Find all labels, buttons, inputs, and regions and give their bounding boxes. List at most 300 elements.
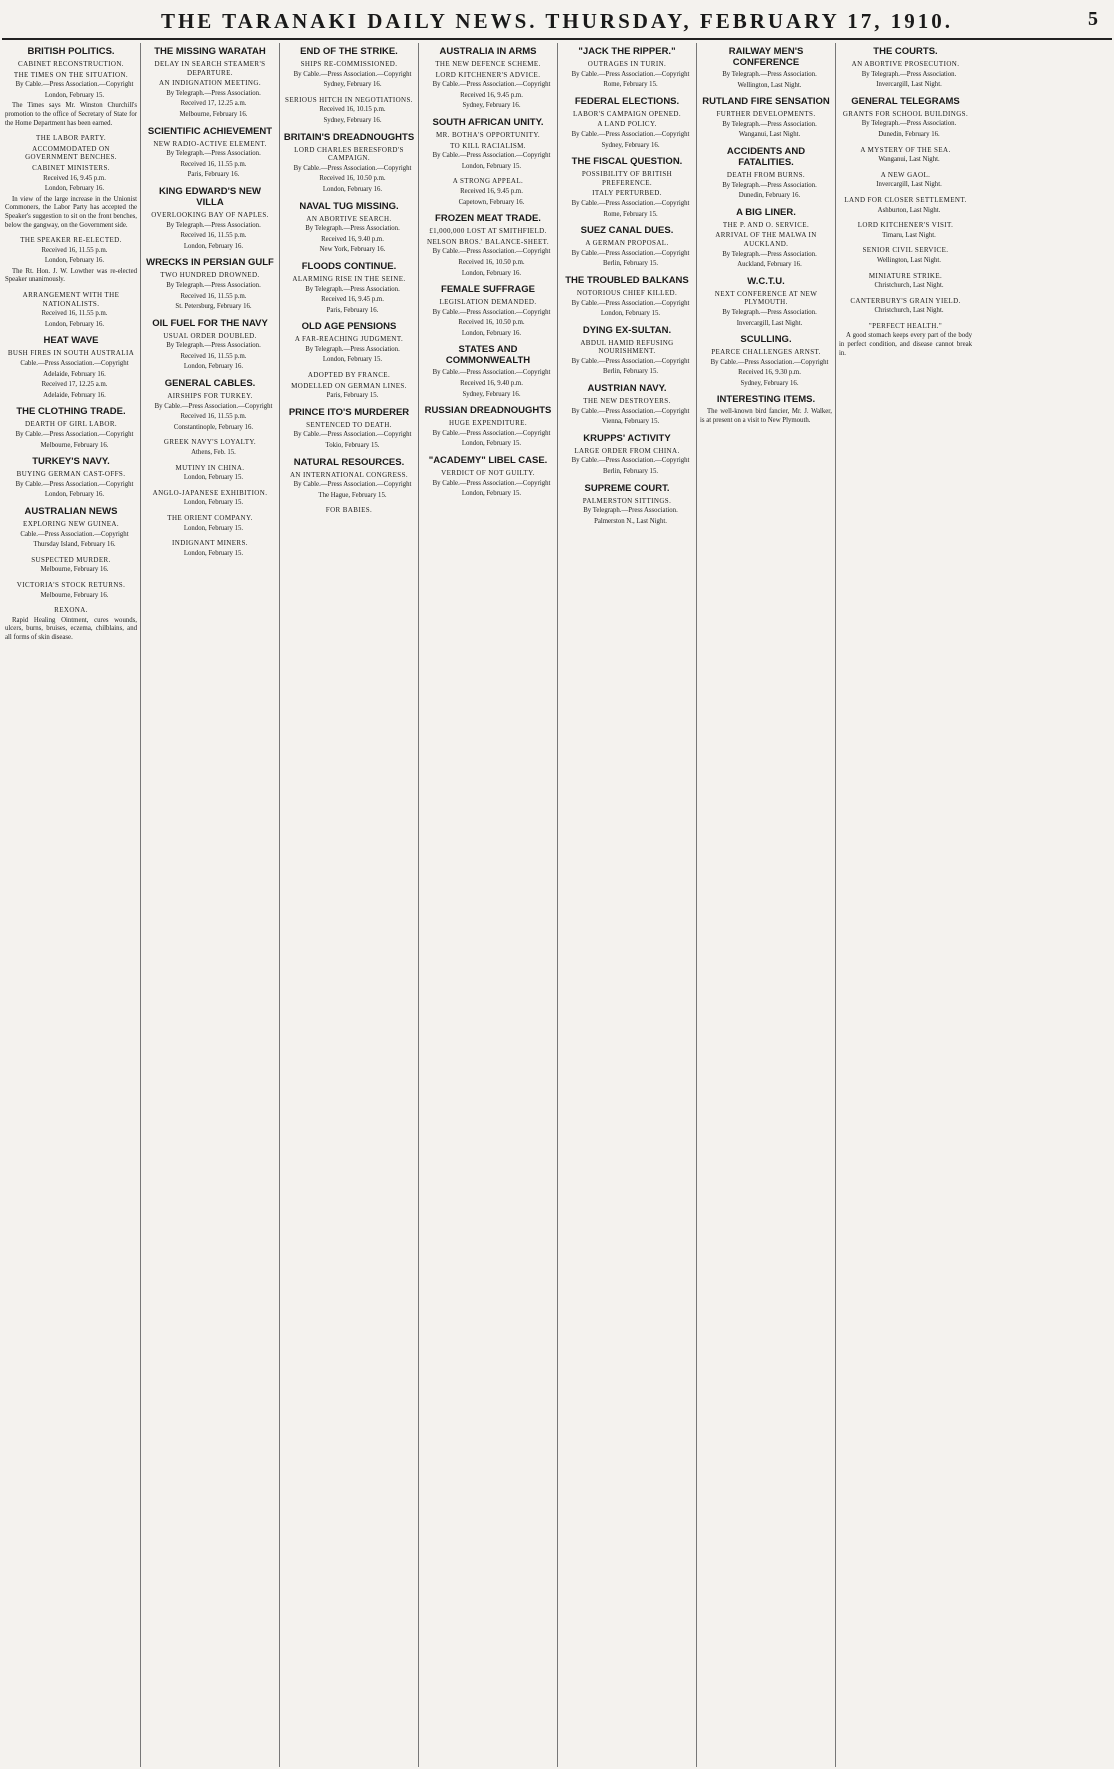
masthead-title: THE TARANAKI DAILY NEWS. THURSDAY, FEBRUARY 17, 1910. <box>160 8 954 33</box>
article <box>144 514 276 533</box>
article-headline: NATURAL RESOURCES. <box>293 456 405 468</box>
dateline: By Telegraph.—Press Association. <box>166 342 261 350</box>
dateline: By Telegraph.—Press Association. <box>861 120 957 128</box>
dateline: Wanganui, Last Night. <box>878 156 940 164</box>
dateline: Received 16, 10.15 p.m. <box>319 106 386 114</box>
dateline: Received 16, 9.40 p.m. <box>321 235 384 243</box>
dateline: Athens, Feb. 15. <box>191 449 236 457</box>
article-body <box>144 150 276 180</box>
column-3 <box>280 43 419 1767</box>
article <box>700 394 832 425</box>
article-subheadline: A MYSTERY OF THE SEA. <box>860 145 951 154</box>
article-body <box>700 121 832 140</box>
article <box>283 407 415 451</box>
article-body <box>422 369 554 399</box>
article-subheadline: PALMERSTON SITTINGS. <box>582 496 672 505</box>
article-headline: WRECKS IN PERSIAN GULF <box>146 257 274 269</box>
dateline: Dunedin, February 16. <box>878 130 940 138</box>
dateline: By Telegraph.—Press Association. <box>722 71 817 78</box>
article-headline: FLOODS CONTINUE. <box>301 260 397 272</box>
article-subheadline: THE ORIENT COMPANY. <box>167 514 253 522</box>
article-body <box>283 106 415 125</box>
column-2 <box>141 43 280 1767</box>
article-subheadline: SENTENCED TO DEATH. <box>306 420 392 429</box>
article <box>5 236 137 285</box>
article-headline: OIL FUEL FOR THE NAVY <box>152 317 268 329</box>
dateline: Sydney, February 16. <box>462 390 521 398</box>
article <box>561 46 693 90</box>
dateline: Paris, February 16. <box>187 171 240 179</box>
dateline: Received 16, 9.45 p.m. <box>460 187 523 195</box>
dateline: Wanganui, Last Night. <box>738 131 801 139</box>
dateline: Invercargill, Last Night. <box>876 81 942 89</box>
article-subheadline: REXONA. <box>54 606 88 615</box>
dateline: By Cable.—Press Association.—Copyright <box>571 130 690 138</box>
article <box>422 213 554 278</box>
article-body <box>144 222 276 252</box>
article-headline: THE CLOTHING TRADE. <box>16 406 126 418</box>
dateline: Berlin, February 15. <box>602 260 659 268</box>
dateline: Tokio, February 15. <box>325 442 380 450</box>
article-subheadline: DEATH FROM BURNS. <box>726 170 806 179</box>
article-body <box>5 360 137 400</box>
article-subheadline: SUSPECTED MURDER. <box>31 555 111 564</box>
article-headline: DYING EX-SULTAN. <box>582 324 672 336</box>
dateline: By Cable.—Press Association.—Copyright <box>710 358 829 366</box>
article-body <box>283 225 415 255</box>
column-5 <box>558 43 697 1767</box>
article-body <box>144 342 276 372</box>
article-headline: RUSSIAN DREADNOUGHTS <box>424 405 552 417</box>
article <box>283 132 415 195</box>
article-body <box>144 449 276 458</box>
article-body <box>422 152 554 171</box>
article <box>422 46 554 111</box>
article-body <box>561 131 693 150</box>
article <box>561 433 693 477</box>
article <box>700 207 832 270</box>
dateline: Berlin, February 15. <box>602 468 659 476</box>
article-body <box>5 481 137 500</box>
article <box>422 117 554 171</box>
article-headline: HEAT WAVE <box>43 335 99 347</box>
dateline: Received 16, 9.40 p.m. <box>460 380 523 388</box>
dateline: By Cable.—Press Association.—Copyright <box>293 431 412 439</box>
article-subheadline: MUTINY IN CHINA. <box>175 463 245 472</box>
article-subheadline: ALARMING RISE IN THE SEINE. <box>292 274 406 283</box>
article-subheadline: TO KILL RACIALISM. <box>450 141 526 150</box>
dateline: Christchurch, Last Night. <box>874 307 944 315</box>
dateline: London, February 16. <box>322 185 383 193</box>
dateline: Sydney, February 16. <box>323 116 382 124</box>
article-body <box>700 71 832 90</box>
article <box>144 126 276 180</box>
article <box>700 334 832 388</box>
article <box>839 196 972 215</box>
paragraph: The Rt. Hon. J. W. Lowther was re-elected Speaker unanimously. <box>5 267 137 284</box>
dateline: Melbourne, February 16. <box>40 566 109 574</box>
dateline: London, February 16. <box>44 491 105 499</box>
article-headline: END OF THE STRIKE. <box>300 46 398 57</box>
article-subheadline: "PERFECT HEALTH." <box>868 321 943 330</box>
paragraph: Rapid Healing Ointment, cures wounds, ulcers, burns, bruises, eczema, chilblains, and all forms of skin disease. <box>5 616 137 641</box>
article <box>5 291 137 329</box>
article-subheadline: HUGE EXPENDITURE. <box>449 419 527 428</box>
dateline: By Telegraph.—Press Association. <box>166 89 261 97</box>
article-body <box>839 332 972 358</box>
article-subheadline: THE LABOR PARTY. <box>36 134 106 143</box>
article-body <box>283 481 415 500</box>
dateline: By Telegraph.—Press Association. <box>166 150 261 158</box>
article <box>422 405 554 449</box>
article-subheadline: OUTRAGES IN TURIN. <box>587 60 667 68</box>
dateline: Christchurch, Last Night. <box>874 282 944 290</box>
article-subheadline: ARRANGEMENT WITH THE NATIONALISTS. <box>22 291 120 308</box>
article-subheadline: LORD CHARLES BERESFORD'S CAMPAIGN. <box>294 145 404 163</box>
dateline: Sydney, February 16. <box>601 141 660 149</box>
article-subheadline: PEARCE CHALLENGES ARNST. <box>711 348 821 357</box>
article-body <box>700 251 832 270</box>
article <box>283 371 415 401</box>
dateline: Adelaide, February 16. <box>43 370 106 378</box>
article-body <box>144 282 276 312</box>
dateline: Rome, February 15. <box>603 210 658 218</box>
dateline: By Telegraph.—Press Association. <box>305 225 400 233</box>
dateline: London, February 16. <box>461 269 522 277</box>
article-headline: STATES AND COMMONWEALTH <box>445 344 531 367</box>
article-body <box>700 182 832 201</box>
dateline: By Cable.—Press Association.—Copyright <box>432 152 551 160</box>
dateline: London, February 16. <box>44 257 105 265</box>
article-subheadline: GRANTS FOR SCHOOL BUILDINGS. <box>842 109 969 118</box>
article-body <box>5 81 137 128</box>
dateline: Paris, February 15. <box>326 392 379 400</box>
article-headline: "ACADEMY" LIBEL CASE. <box>428 455 548 467</box>
dateline: By Cable.—Press Association.—Copyright <box>432 429 551 437</box>
article <box>5 606 137 642</box>
article-headline: ACCIDENTS AND FATALITIES. <box>726 145 806 168</box>
article <box>283 46 415 90</box>
dateline: London, February 16. <box>183 242 244 250</box>
dateline: London, February 15. <box>322 356 383 364</box>
article-body <box>283 165 415 195</box>
article <box>839 221 972 240</box>
article-headline: AUSTRALIAN NEWS <box>24 505 118 517</box>
paragraph: The well-known bird fancier, Mr. J. Walker, is at present on a visit to New Plymouth. <box>700 408 832 425</box>
article-body <box>839 257 972 266</box>
article-subheadline: DELAY IN SEARCH STEAMER'S DEPARTURE. <box>154 60 266 77</box>
article-headline: W.C.T.U. <box>747 275 785 287</box>
article-headline: BRITAIN'S DREADNOUGHTS <box>283 131 415 143</box>
article-body <box>5 566 137 575</box>
column-1 <box>2 43 141 1767</box>
dateline: Received 17, 12.25 a.m. <box>180 100 247 108</box>
article <box>839 246 972 265</box>
dateline: Received 16, 11.55 p.m. <box>180 160 247 168</box>
dateline: Capetown, February 16. <box>458 198 525 206</box>
article <box>422 284 554 338</box>
article-subheadline: ARRIVAL OF THE MALWA IN AUCKLAND. <box>715 231 817 248</box>
dateline: Dunedin, February 16. <box>738 192 801 200</box>
dateline: London, February 16. <box>44 320 105 328</box>
dateline: London, February 16. <box>44 185 105 193</box>
dateline: St. Petersburg, February 16. <box>175 303 252 311</box>
article-body <box>144 90 276 120</box>
dateline: Cable.—Press Association.—Copyright <box>20 360 129 368</box>
dateline: By Cable.—Press Association.—Copyright <box>432 479 551 487</box>
article <box>5 335 137 400</box>
article <box>144 318 276 372</box>
article-headline: SCULLING. <box>740 334 792 346</box>
article-subheadline: LEGISLATION DEMANDED. <box>439 298 537 307</box>
article-headline: RUTLAND FIRE SENSATION <box>702 96 830 108</box>
article-subheadline: A FAR-REACHING JUDGMENT. <box>294 335 404 344</box>
article-subheadline: LORD KITCHENER'S ADVICE. <box>435 70 541 79</box>
dateline: By Telegraph.—Press Association. <box>722 120 817 128</box>
dateline: Cable.—Press Association.—Copyright <box>20 530 129 538</box>
article-body <box>283 431 415 450</box>
dateline: By Telegraph.—Press Association. <box>722 250 817 258</box>
dateline: London, February 15. <box>183 524 244 532</box>
article-headline: BRITISH POLITICS. <box>27 46 115 57</box>
article <box>283 321 415 365</box>
article <box>561 96 693 150</box>
article-body <box>422 309 554 339</box>
article <box>144 464 276 483</box>
article <box>283 506 415 515</box>
dateline: Received 16, 11.55 p.m. <box>180 292 247 300</box>
paragraph: A good stomach keeps every part of the body in perfect condition, and disease cannot break in. <box>839 332 972 357</box>
article-body <box>561 408 693 427</box>
article-body <box>561 71 693 90</box>
dateline: London, February 15. <box>44 91 105 99</box>
dateline: Sydney, February 16. <box>740 379 799 387</box>
article-headline: SUEZ CANAL DUES. <box>580 225 674 237</box>
dateline: Received 16, 11.55 p.m. <box>41 310 108 318</box>
article-subheadline: FOR BABIES. <box>325 506 373 515</box>
dateline: London, February 16. <box>183 363 244 371</box>
dateline: Vienna, February 15. <box>601 418 660 426</box>
article-body <box>561 507 693 526</box>
masthead <box>2 4 1112 40</box>
article <box>422 344 554 399</box>
article-subheadline: LARGE ORDER FROM CHINA. <box>574 446 680 455</box>
dateline: By Telegraph.—Press Association. <box>166 281 261 289</box>
article-body <box>283 392 415 401</box>
article-body <box>5 175 137 231</box>
article-subheadline: A LAND POLICY. <box>597 120 657 129</box>
dateline: By Telegraph.—Press Association. <box>166 221 261 229</box>
dateline: Received 16, 9.45 p.m. <box>460 91 523 99</box>
dateline: Palmerston N., Last Night. <box>594 517 667 525</box>
article-subheadline: A GERMAN PROPOSAL. <box>585 239 669 248</box>
dateline: London, February 15. <box>461 490 522 498</box>
article <box>839 322 972 358</box>
article-subheadline: CANTERBURY'S GRAIN YIELD. <box>850 296 961 305</box>
dateline: London, February 15. <box>600 310 661 318</box>
article-headline: THE MISSING WARATAH <box>154 46 266 57</box>
article-subheadline: BUSH FIRES IN SOUTH AUSTRALIA <box>7 349 135 358</box>
article <box>561 483 693 527</box>
article-subheadline: CABINET RECONSTRUCTION. <box>18 60 124 68</box>
dateline: By Cable.—Press Association.—Copyright <box>432 369 551 377</box>
dateline: By Cable.—Press Association.—Copyright <box>293 70 412 78</box>
dateline: London, February 15. <box>461 440 522 448</box>
article-subheadline: OVERLOOKING BAY OF NAPLES. <box>151 210 269 219</box>
article-body <box>422 248 554 278</box>
article <box>561 325 693 377</box>
article-headline: AUSTRALIA IN ARMS <box>439 46 537 57</box>
dateline: Constantinople, February 16. <box>173 423 254 431</box>
article-subheadline: ACCOMMODATED ON GOVERNMENT BENCHES. <box>25 144 117 162</box>
article-subheadline: SERIOUS HITCH IN NEGOTIATIONS. <box>285 95 413 104</box>
dateline: Received 16, 10.50 p.m. <box>458 258 525 266</box>
article-body <box>5 617 137 643</box>
article-body <box>700 408 832 425</box>
dateline: Received 16, 10.50 p.m. <box>458 319 525 327</box>
dateline: Received 16, 11.55 p.m. <box>180 413 247 421</box>
article-body <box>839 181 972 190</box>
article-body <box>144 550 276 559</box>
dateline: Ashburton, Last Night. <box>877 206 941 214</box>
article-headline: AUSTRIAN NAVY. <box>587 383 667 395</box>
article-subheadline: DEARTH OF GIRL LABOR. <box>24 420 118 429</box>
article-body <box>144 403 276 433</box>
article <box>700 276 832 328</box>
dateline: Wellington, Last Night. <box>737 81 802 89</box>
dateline: Paris, February 16. <box>326 306 379 314</box>
dateline: Adelaide, February 16. <box>43 391 106 399</box>
article-body <box>839 282 972 291</box>
article-headline: FROZEN MEAT TRADE. <box>435 213 541 225</box>
article-subheadline: AN ABORTIVE SEARCH. <box>306 214 392 223</box>
article-subheadline: AN INTERNATIONAL CONGRESS. <box>289 470 409 479</box>
article-headline: FEDERAL ELECTIONS. <box>574 95 680 107</box>
dateline: By Cable.—Press Association.—Copyright <box>571 299 690 307</box>
article-body <box>839 71 972 90</box>
article-headline: GENERAL CABLES. <box>164 378 256 390</box>
article <box>283 457 415 501</box>
dateline: London, February 15. <box>183 499 244 507</box>
dateline: Melbourne, February 16. <box>179 110 248 118</box>
article <box>5 134 137 230</box>
dateline: Received 16, 10.50 p.m. <box>319 175 386 183</box>
article-body <box>839 120 972 139</box>
article-body <box>561 250 693 269</box>
dateline: London, February 15. <box>461 162 522 170</box>
article-headline: FEMALE SUFFRAGE <box>441 284 535 296</box>
article <box>561 225 693 269</box>
article <box>5 406 137 450</box>
dateline: Received 16, 11.55 p.m. <box>41 246 108 254</box>
article-body <box>5 531 137 550</box>
article-subheadline: THE NEW DEFENCE SCHEME. <box>435 60 541 68</box>
article <box>144 489 276 508</box>
article-subheadline: NEW RADIO-ACTIVE ELEMENT. <box>153 139 267 148</box>
article-body <box>283 346 415 365</box>
article-body <box>5 431 137 450</box>
dateline: By Cable.—Press Association.—Copyright <box>15 480 134 488</box>
column-4 <box>419 43 558 1767</box>
article <box>839 297 972 316</box>
article <box>5 456 137 500</box>
dateline: By Cable.—Press Association.—Copyright <box>293 164 412 172</box>
dateline: Rome, February 15. <box>603 81 658 89</box>
article-subheadline: BUYING GERMAN CAST-OFFS. <box>16 470 126 479</box>
column-7 <box>836 43 975 1767</box>
article-headline: A BIG LINER. <box>736 206 796 218</box>
article-body <box>5 247 137 285</box>
article-subheadline: AN INDIGNATION MEETING. <box>159 79 261 88</box>
dateline: Timaru, Last Night. <box>882 231 936 239</box>
article-subheadline: LAND FOR CLOSER SETTLEMENT. <box>844 195 967 204</box>
article <box>561 275 693 319</box>
article-body <box>422 81 554 111</box>
article <box>144 257 276 311</box>
article-subheadline: LORD KITCHENER'S VISIT. <box>857 221 954 230</box>
article-body <box>561 200 693 219</box>
dateline: Invercargill, Last Night. <box>736 319 803 327</box>
article-subheadline: VICTORIA'S STOCK RETURNS. <box>16 580 126 589</box>
article-subheadline: GREEK NAVY'S LOYALTY. <box>163 438 257 447</box>
article-body <box>839 232 972 241</box>
article-subheadline: USUAL ORDER DOUBLED. <box>163 331 257 340</box>
article <box>144 46 276 120</box>
article-subheadline: FURTHER DEVELOPMENTS. <box>716 110 816 119</box>
article <box>283 261 415 315</box>
dateline: By Cable.—Press Association.—Copyright <box>154 402 273 410</box>
article-body <box>5 592 137 601</box>
article <box>422 455 554 499</box>
article-headline: INTERESTING ITEMS. <box>716 394 816 406</box>
article-subheadline: THE SPEAKER RE-ELECTED. <box>20 236 122 245</box>
dateline: Received 16, 9.45 p.m. <box>321 296 384 304</box>
dateline: Auckland, February 16. <box>737 261 802 269</box>
article-body <box>561 457 693 476</box>
article <box>561 156 693 219</box>
dateline: By Telegraph.—Press Association. <box>722 181 817 189</box>
dateline: Received 16, 11.55 p.m. <box>180 352 247 360</box>
article-subheadline: MR. BOTHA'S OPPORTUNITY. <box>435 130 541 139</box>
article-body <box>144 525 276 534</box>
dateline: By Telegraph.—Press Association. <box>305 285 400 293</box>
article-body <box>839 207 972 216</box>
dateline: The Hague, February 15. <box>318 491 387 499</box>
article-headline: RAILWAY MEN'S CONFERENCE <box>728 46 804 68</box>
article-subheadline: MODELLED ON GERMAN LINES. <box>291 381 407 390</box>
article-subheadline: AIRSHIPS FOR TURKEY. <box>167 392 253 401</box>
article-subheadline: AN ABORTIVE PROSECUTION. <box>851 60 960 68</box>
article <box>144 186 276 251</box>
dateline: London, February 15. <box>183 474 244 482</box>
article-headline: PRINCE ITO'S MURDERER <box>288 406 410 418</box>
dateline: By Cable.—Press Association.—Copyright <box>571 457 690 465</box>
article-subheadline: VERDICT OF NOT GUILTY. <box>441 469 535 478</box>
paragraph: The Times says Mr. Winston Churchill's promotion to the office of Secretary of State for the Home Department has been earned. <box>5 102 137 127</box>
article-subheadline: SENIOR CIVIL SERVICE. <box>862 246 949 255</box>
article-headline: NAVAL TUG MISSING. <box>299 200 399 212</box>
article <box>839 46 972 90</box>
article-subheadline: SHIPS RE-COMMISSIONED. <box>300 60 398 68</box>
article <box>5 46 137 128</box>
dateline: By Cable.—Press Association.—Copyright <box>571 407 690 415</box>
article <box>839 96 972 140</box>
article-headline: THE COURTS. <box>873 46 938 57</box>
dateline: New York, February 16. <box>319 246 386 254</box>
dateline: By Cable.—Press Association.—Copyright <box>571 199 690 207</box>
article-body <box>700 359 832 389</box>
article-subheadline: THE P. AND O. SERVICE. <box>722 220 810 229</box>
